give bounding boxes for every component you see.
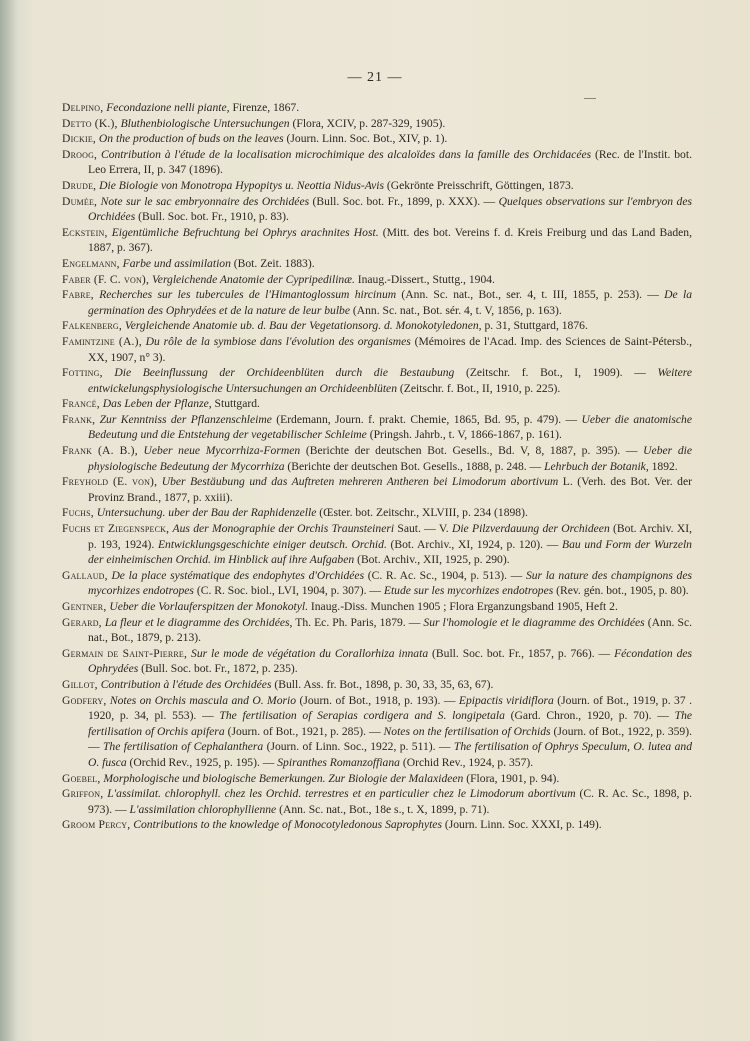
entry-details: (Pringsh. Jahrb., t. V, 1866-1867, p. 161).	[366, 428, 562, 442]
entry-title: Vergleichende Anatomie ub. d. Bau der Vegetationsorg. d. Monokotyledonen,	[124, 319, 482, 333]
entry-details: Stuttgard.	[211, 397, 260, 411]
entry-details: 1892.	[648, 459, 678, 473]
entry-details: (Ann. Sc. nat., Bot., ser. 4, t. III, 1855, p. 253). —	[396, 288, 665, 302]
entry-author: Eckstein,	[62, 225, 108, 239]
entry-author: Engelmann,	[62, 256, 120, 270]
entry-details: (Gard. Chron., 1920, p. 70). —	[504, 709, 675, 723]
entry-details: (C. R. Ac. Sc., 1898, p. 973). —	[88, 787, 693, 816]
entry-details: (Ann. Sc. nat., Bot., 18e s., t. X, 1899, p. 71).	[276, 802, 490, 816]
entry-title: Weitere entwickelungsphysiologische Untersuchungen an Orchideenblüten	[88, 366, 692, 395]
entry-author: Germain de Saint-Pierre,	[62, 646, 188, 660]
entry-title: Die Beeinflussung der Orchideenblüten durch die Bestaubung	[114, 366, 455, 380]
entry-title: Uber Bestäubung und das Auftreten mehreren Antheren bei Limodorum abortivum	[161, 475, 559, 489]
entry-title: Sur l'homologie et le diagramme des Orchidées	[423, 615, 645, 629]
entry-details: (Ann. Sc. nat., Bot., 1879, p. 213).	[88, 615, 692, 645]
entry-title: Sur le mode de végétation du Corallorhiza innata	[191, 646, 429, 660]
entry-details: (Bot. Archiv. XI, p. 193, 1924).	[88, 522, 692, 551]
entry-title: Quelques observations sur l'embryon des Orchidées	[88, 194, 692, 224]
entry-details: (Œster. bot. Zeitschr., XLVIII, p. 234 (1898).	[316, 506, 528, 520]
entry-author: Griffon,	[62, 787, 104, 801]
entry-title: Aus der Monographie der Orchis Traunsteineri	[172, 522, 395, 536]
entry-title: Eigentümliche Befruchtung bei Ophrys arachnites Host.	[111, 225, 379, 239]
entry-title: Sur la nature des champignons des mycorhizes endotropes	[88, 568, 692, 598]
entry-details: (Flora, XCIV, p. 287-329, 1905).	[289, 116, 446, 130]
entry-title: Ueber die Vorlauferspitzen der Monokotyl.	[109, 600, 308, 613]
entry-title: Notes on the fertilisation of Orchids	[383, 724, 551, 738]
entry-author: Fotting,	[62, 366, 103, 380]
entry-author: Gentner,	[62, 600, 107, 613]
entry-details: Inaug.-Diss. Munchen 1905 ; Flora Erganzungsband 1905, Heft 2.	[308, 600, 618, 613]
bibliography-entry	[62, 100, 692, 116]
bibliography-entry	[62, 474, 692, 505]
entry-title: On the production of buds on the leaves	[98, 132, 284, 146]
entry-title: L'assimilation chlorophyllienne	[129, 802, 277, 816]
entry-author: Frank,	[62, 412, 96, 426]
bibliography-entry	[62, 131, 692, 147]
entry-details: Inaug.-Dissert., Stuttg., 1904.	[354, 272, 495, 286]
entry-title: Notes on Orchis mascula and O. Morio	[109, 693, 297, 707]
entry-title: La fleur et le diagramme des Orchidées,	[104, 615, 293, 629]
bibliography-entry	[62, 287, 692, 318]
entry-author: Frank (A. B.),	[62, 444, 138, 458]
entry-title: Untersuchung. uber der Bau der Raphidenzelle	[96, 506, 317, 520]
entry-author: Faber (F. C. von),	[62, 272, 150, 286]
entry-title: Epipactis viridiflora	[458, 693, 554, 707]
entry-author: Dickie,	[62, 132, 96, 146]
bibliography-entry	[62, 147, 692, 178]
bibliography-entry	[62, 116, 692, 132]
entry-author: Freyhold (E. von),	[62, 475, 158, 489]
entry-author: Droog,	[62, 147, 98, 161]
entry-title: Lehrbuch der Botanik,	[544, 459, 649, 473]
entry-details: (Zeitschr. f. Bot., I, 1909). —	[454, 366, 658, 380]
entry-details: (Berichte der deutschen Bot. Gesells., Bd. V, 8, 1887, p. 395). —	[300, 444, 644, 458]
bibliography-entry	[62, 646, 692, 677]
entry-details: Saut. — V.	[394, 522, 452, 536]
bibliography-entry	[62, 178, 692, 194]
entry-title: Zur Kenntniss der Pflanzenschleime	[99, 412, 272, 426]
entry-details: L. (Verh. des Bot. Ver. der Provinz Brand., 1877, p. xxiii).	[88, 475, 692, 504]
entry-title: Fecondazione nelli piante,	[106, 101, 230, 114]
entry-author: Delpino,	[62, 101, 104, 114]
entry-details: (Ann. Sc. nat., Bot. sér. 4, t. V, 1856, p. 163).	[350, 303, 562, 317]
entry-author: Gallaud,	[62, 568, 108, 582]
entry-details: (Journ. of Linn. Soc., 1922, p. 511). —	[263, 740, 454, 754]
entry-title: L'assimilat. chlorophyll. chez les Orchid. terrestres et en particulier chez le Limodorum abortivum	[107, 787, 576, 801]
entry-details: (Mémoires de l'Acad. Imp. des Sciences de Saint-Pétersb., XX, 1907, n° 3).	[88, 334, 692, 364]
entry-author: Groom Percy,	[62, 818, 131, 832]
entry-details: (Berichte der deutschen Bot. Gesells., 1888, p. 248. —	[284, 459, 545, 473]
bibliography-entry	[62, 677, 692, 693]
bibliography-entry	[62, 443, 692, 474]
entry-author: Godfery,	[62, 693, 107, 707]
page-number: — 21 —	[347, 70, 403, 85]
entry-title: The fertilisation of Cephalanthera	[102, 740, 264, 754]
entry-details: (Bull. Soc. bot. Fr., 1899, p. XXX). —	[309, 194, 499, 208]
entry-details: (Bull. Soc. bot. Fr., 1857, p. 766). —	[428, 646, 615, 660]
entry-author: Dumée,	[62, 194, 98, 208]
bibliography-list	[62, 100, 692, 833]
entry-title: Morphologische und biologische Bemerkungen. Zur Biologie der Malaxideen	[103, 771, 464, 785]
entry-title: Ueber die anatomische Bedeutung und die Entstehung der vegetabilischer Schleime	[88, 412, 692, 442]
entry-details: (Bull. Ass. fr. Bot., 1898, p. 30, 33, 35, 63, 67).	[271, 677, 494, 691]
entry-details: (Journ. of Bot., 1918, p. 193). —	[296, 693, 459, 707]
entry-details: (Mitt. des bot. Vereins f. d. Kreis Freiburg und das Land Baden, 1887, p. 367).	[88, 225, 692, 255]
entry-details: (Bull. Soc. bot. Fr., 1910, p. 83).	[135, 210, 289, 224]
entry-details: (Bot. Archiv., XI, 1924, p. 120). —	[386, 537, 562, 551]
bibliography-entry	[62, 771, 692, 787]
binding-shadow	[0, 0, 18, 1041]
entry-author: Falkenberg,	[62, 319, 122, 333]
entry-author: Detto (K.),	[62, 116, 118, 130]
entry-details: (Journ. Linn. Soc. Bot., XIV, p. 1).	[283, 132, 448, 146]
entry-title: The fertilisation of Serapias cordigera and S. longipetala	[219, 709, 505, 723]
entry-title: De la germination des Ophrydées et de la nature de leur bulbe	[88, 288, 692, 317]
entry-author: Gerard,	[62, 615, 102, 629]
entry-title: Die Pilzverdauung der Orchideen	[451, 522, 610, 536]
entry-details: (Zeitschr. f. Bot., II, 1910, p. 225).	[397, 381, 561, 395]
margin-mark	[584, 98, 596, 99]
entry-title: Note sur le sac embryonnaire des Orchidées	[100, 194, 310, 208]
entry-details: (C. R. Soc. biol., LVI, 1904, p. 307). —	[193, 584, 384, 598]
bibliography-entry	[62, 272, 692, 288]
entry-author: Fabre,	[62, 288, 94, 302]
entry-title: Du rôle de la symbiose dans l'évolution des organismes	[145, 334, 411, 348]
entry-details: (Journ. of Bot., 1919, p. 37 . 1920, p. 34, pl. 553). —	[88, 693, 692, 723]
bibliography-entry	[62, 396, 692, 412]
entry-title: Recherches sur les tubercules de l'Himantoglossum hircinum	[99, 288, 397, 302]
bibliography-entry	[62, 693, 692, 771]
entry-details: (Bot. Archiv., XII, 1925, p. 290).	[354, 553, 510, 567]
bibliography-entry	[62, 256, 692, 272]
bibliography-entry	[62, 225, 692, 256]
bibliography-entry	[62, 568, 692, 599]
entry-author: Gillot,	[62, 677, 98, 691]
entry-title: Spiranthes Romanzoffiana	[277, 755, 400, 769]
bibliography-entry	[62, 817, 692, 833]
entry-title: De la place systématique des endophytes d'Orchidées	[111, 568, 365, 582]
entry-title: Die Biologie von Monotropa Hypopitys u. Neottia Nidus-Avis	[99, 178, 385, 192]
bibliography-entry	[62, 615, 692, 646]
entry-author: Fuchs,	[62, 506, 94, 520]
entry-details: (Bull. Soc. bot. Fr., 1872, p. 235).	[138, 662, 298, 676]
entry-details: (Journ. of Bot., 1922, p. 359). —	[88, 724, 692, 754]
entry-details: (Orchid Rev., 1924, p. 357).	[399, 755, 534, 769]
entry-author: Francé,	[62, 397, 100, 411]
bibliography-entry	[62, 505, 692, 521]
entry-author: Drude,	[62, 178, 97, 192]
bibliography-entry	[62, 318, 692, 334]
entry-title: Etude sur les mycorhizes endotropes	[383, 584, 554, 598]
entry-title: Vergleichende Anatomie der Cypripedilinæ.	[152, 272, 355, 286]
entry-details: (Erdemann, Journ. f. prakt. Chemie, 1865, Bd. 95, p. 479). —	[271, 412, 582, 426]
entry-details: (Journ. Linn. Soc. XXXI, p. 149).	[441, 818, 602, 832]
bibliography-entry	[62, 194, 692, 225]
entry-title: Ueber die physiologische Bedeutung der Mycorrhiza	[88, 444, 692, 473]
entry-author: Goebel,	[62, 771, 101, 785]
entry-title: The fertilisation of Orchis apifera	[88, 709, 693, 738]
entry-details: (Journ. of Bot., 1921, p. 285). —	[224, 724, 384, 738]
bibliography-entry	[62, 786, 692, 817]
entry-details: (C. R. Ac. Sc., 1904, p. 513). —	[364, 568, 526, 582]
entry-title: Bau und Form der Wurzeln der einheimischen Orchid. im Hinblick auf ihre Aufgaben	[88, 537, 692, 567]
entry-author: Famintzine (A.),	[62, 334, 142, 348]
entry-title: Ueber neue Mycorrhiza-Formen	[143, 444, 301, 458]
entry-title: Farbe und assimilation	[122, 256, 231, 270]
entry-details: (Gekrönte Preisschrift, Göttingen, 1873.	[384, 178, 574, 192]
bibliography-entry	[62, 521, 692, 568]
entry-title: Contribution à l'étude des Orchidées	[100, 677, 272, 691]
entry-details: (Flora, 1901, p. 94).	[463, 771, 560, 785]
entry-title: The fertilisation of Ophrys Speculum, O. lutea and O. fusca	[88, 740, 692, 769]
entry-title: Contributions to the knowledge of Monocotyledonous Saprophytes	[133, 818, 442, 832]
entry-title: Fécondation des Ophrydées	[88, 646, 693, 676]
entry-details: Firenze, 1867.	[229, 101, 300, 114]
entry-details: (Rev. gén. bot., 1905, p. 80).	[553, 584, 689, 598]
bibliography-entry	[62, 599, 692, 615]
entry-details: (Bot. Zeit. 1883).	[230, 256, 315, 270]
entry-details: p. 31, Stuttgard, 1876.	[481, 319, 588, 333]
entry-title: Bluthenbiologische Untersuchungen	[120, 116, 290, 130]
entry-author: Fuchs et Ziegenspeck,	[62, 522, 170, 536]
entry-title: Entwicklungsgeschichte einiger deutsch. Orchid.	[157, 537, 387, 551]
bibliography-entry	[62, 412, 692, 443]
bibliography-entry	[62, 365, 692, 396]
entry-details: (Rec. de l'Instit. bot. Leo Errera, II, p. 347 (1896).	[88, 147, 692, 177]
entry-title: Contribution à l'étude de la localisation microchimique des alcaloïdes dans la famille des Orchidacées	[100, 147, 592, 161]
entry-details: Th. Ec. Ph. Paris, 1879. —	[292, 615, 424, 629]
entry-details: (Orchid Rev., 1925, p. 195). —	[126, 755, 278, 769]
bibliography-entry	[62, 334, 692, 365]
entry-title: Das Leben der Pflanze,	[102, 397, 212, 411]
